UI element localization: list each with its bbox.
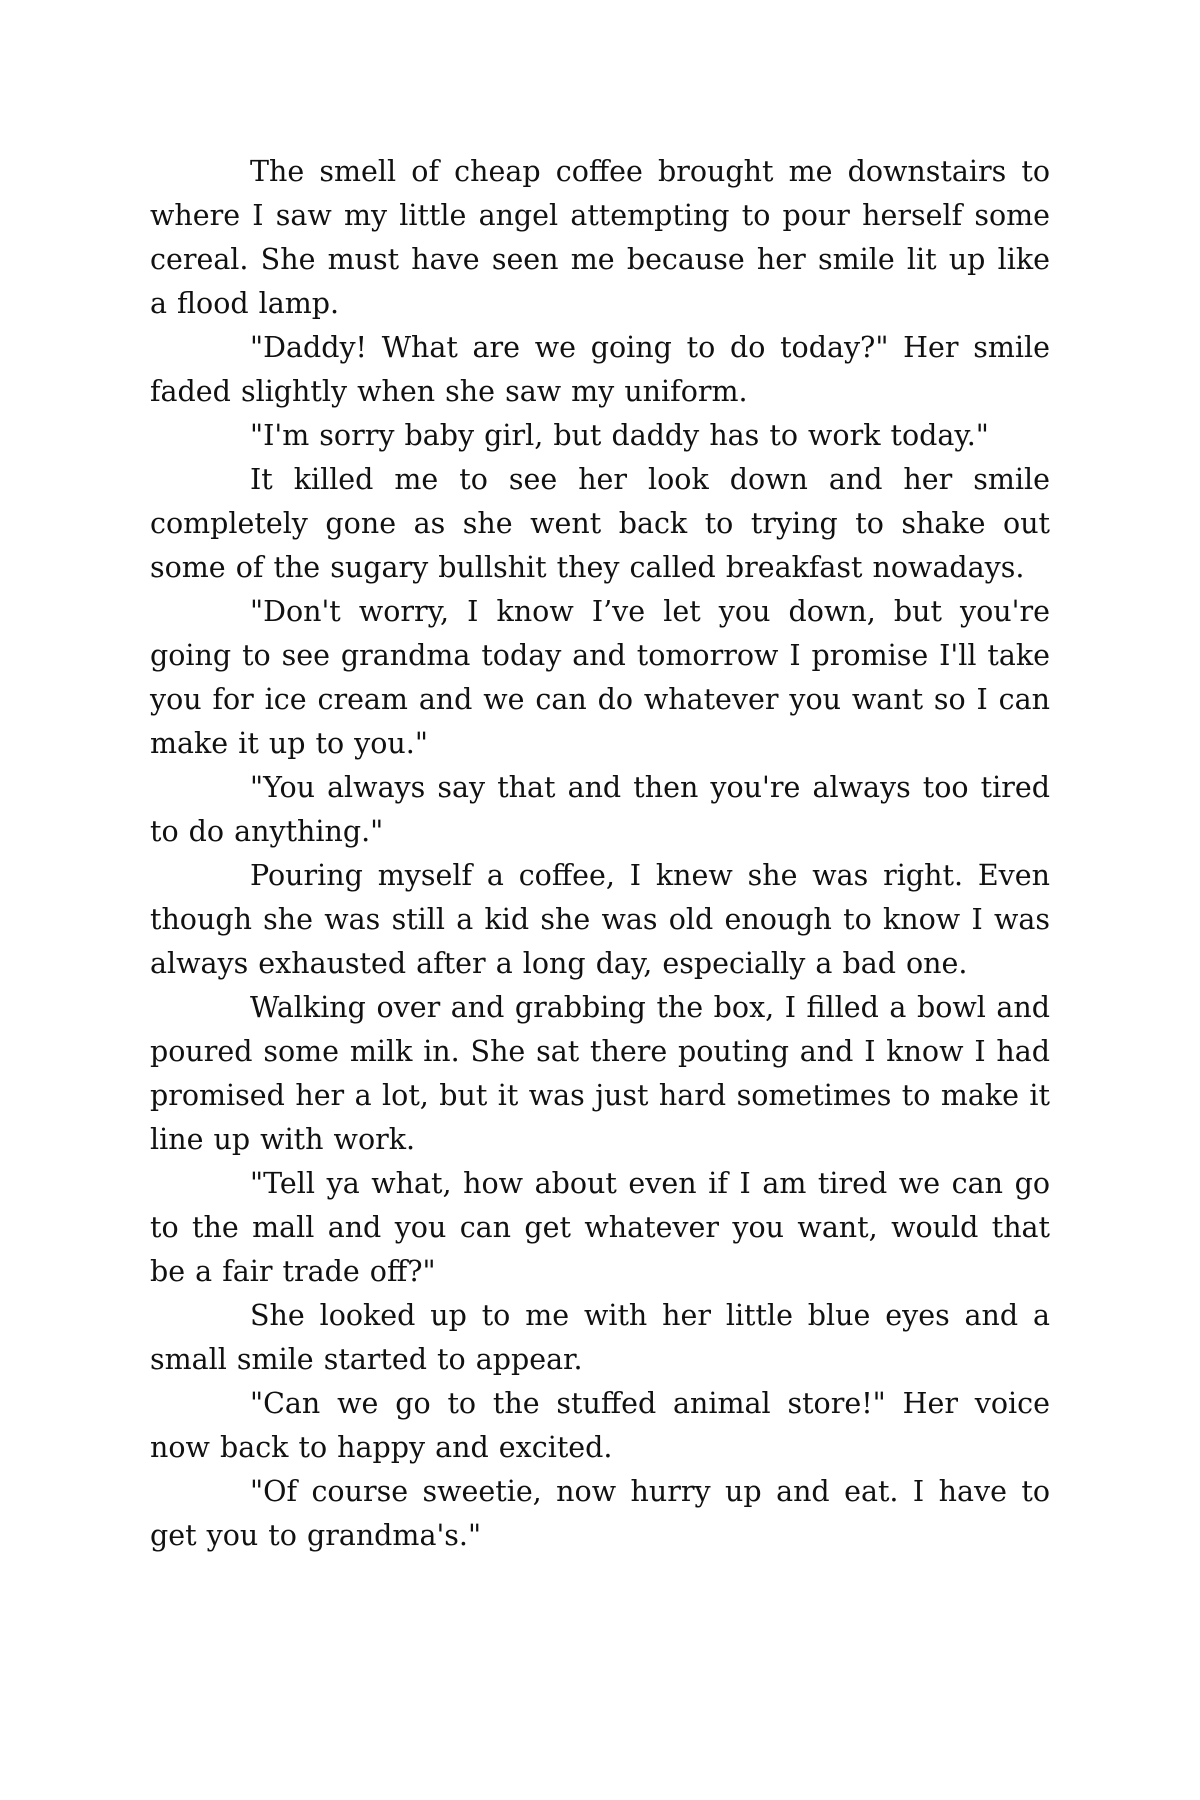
paragraph-5: "Don't worry, I know I’ve let you down, but you're going to see grandma today and tomorrow I promise I'll take you for ice cream and we can do whatever you want so I can make it up to you." xyxy=(150,595,1050,760)
document-page xyxy=(150,150,1050,1558)
paragraph-6: "You always say that and then you're always too tired to do anything." xyxy=(150,771,1050,848)
paragraph-12: "Of course sweetie, now hurry up and eat. I have to get you to grandma's." xyxy=(150,1475,1050,1552)
paragraph-7: Pouring myself a coffee, I knew she was right. Even though she was still a kid she was old enough to know I was always exhausted after a long day, especially a bad one. xyxy=(150,859,1050,980)
paragraph-10: She looked up to me with her little blue eyes and a small smile started to appear. xyxy=(150,1299,1050,1376)
paragraph-2: "Daddy! What are we going to do today?" Her smile faded slightly when she saw my uniform. xyxy=(150,331,1050,408)
paragraph-9: "Tell ya what, how about even if I am tired we can go to the mall and you can get whatever you want, would that be a fair trade off?" xyxy=(150,1167,1050,1288)
paragraph-4: It killed me to see her look down and her smile completely gone as she went back to trying to shake out some of the sugary bullshit they called breakfast nowadays. xyxy=(150,463,1050,584)
paragraph-1: The smell of cheap coffee brought me downstairs to where I saw my little angel attempting to pour herself some cereal. She must have seen me because her smile lit up like a flood lamp. xyxy=(150,155,1050,320)
paragraph-8: Walking over and grabbing the box, I filled a bowl and poured some milk in. She sat there pouting and I know I had promised her a lot, but it was just hard sometimes to make it line up with work. xyxy=(150,991,1050,1156)
paragraph-11: "Can we go to the stuffed animal store!" Her voice now back to happy and excited. xyxy=(150,1387,1050,1464)
paragraph-3: "I'm sorry baby girl, but daddy has to work today." xyxy=(250,419,989,452)
